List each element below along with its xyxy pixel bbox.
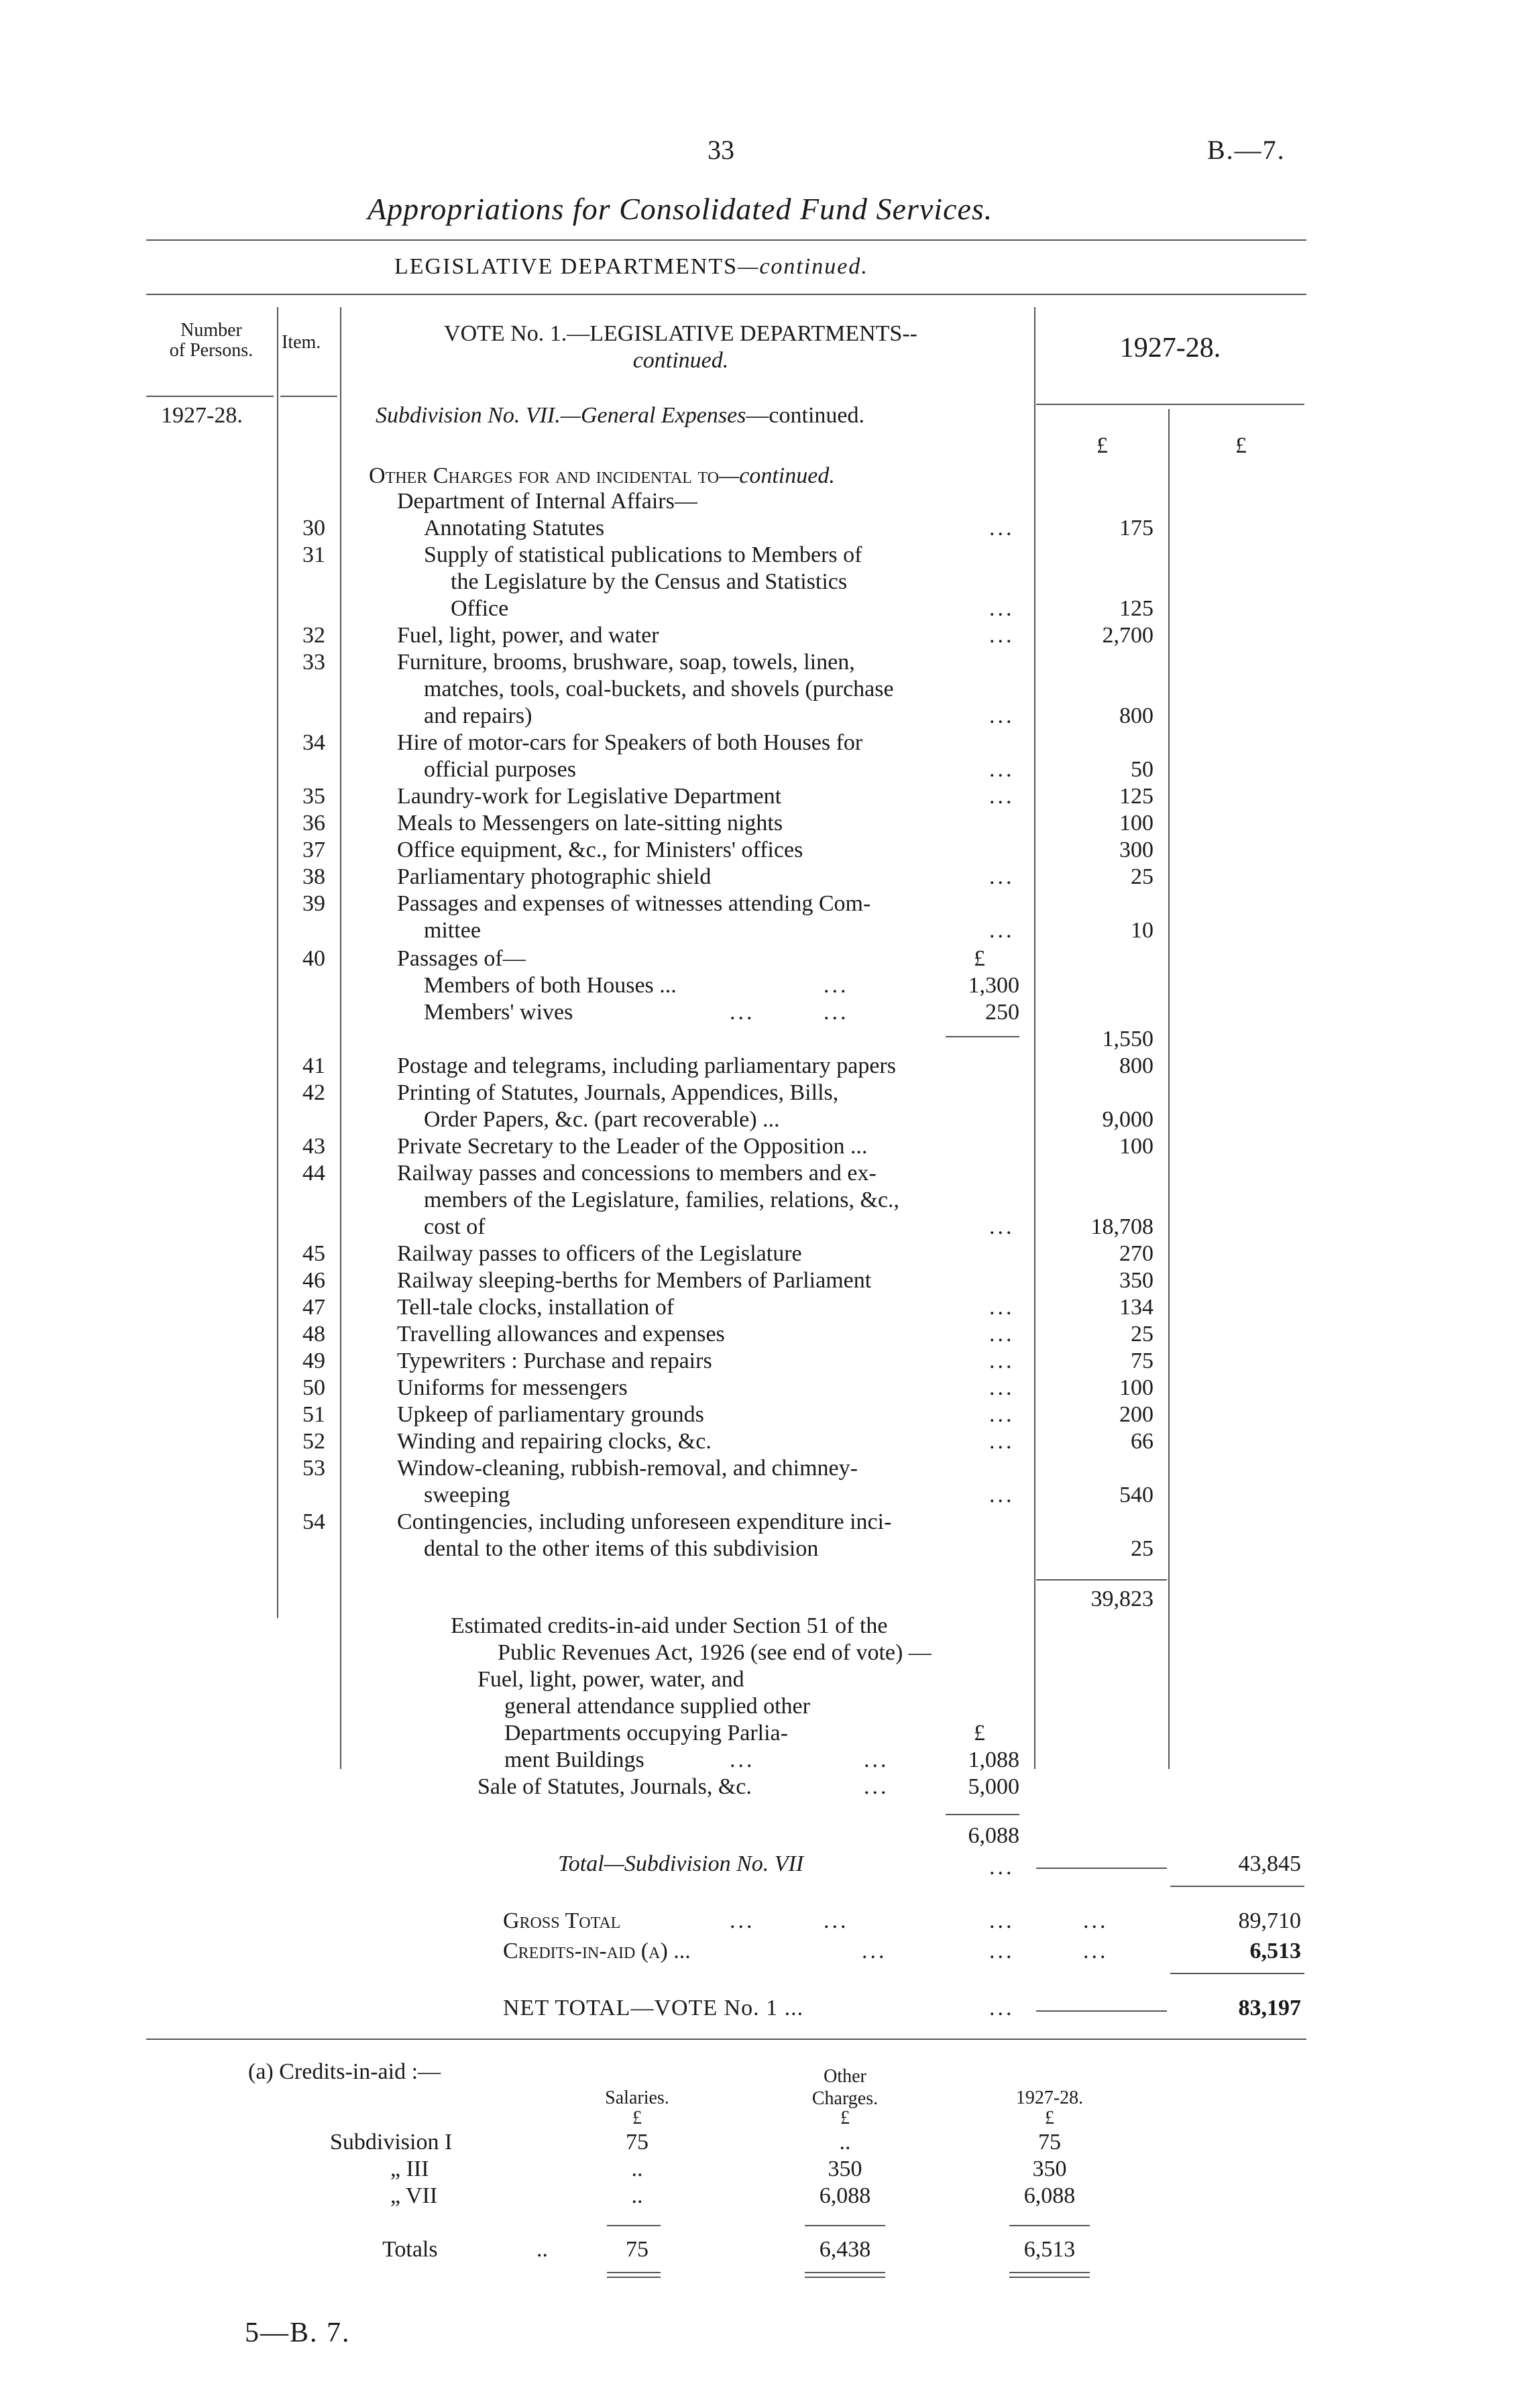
item-amount: 2,700 <box>1102 623 1153 648</box>
item-number: 41 <box>302 1053 325 1078</box>
section-title: LEGISLATIVE DEPARTMENTS <box>394 254 738 279</box>
item-number: 38 <box>302 864 325 889</box>
item-number: 36 <box>302 811 325 836</box>
item-description-line: official purposes <box>424 757 576 782</box>
item-leader-dots: ... <box>989 596 1015 621</box>
credits-total: 6,088 <box>968 1823 1019 1848</box>
item-amount: 125 <box>1119 784 1153 809</box>
page-title: Appropriations for Consolidated Fund Services. <box>368 192 993 226</box>
footnote-dbl-salaries-1 <box>607 2272 661 2273</box>
item-amount: 25 <box>1131 1536 1153 1561</box>
item-description-line: Office equipment, &c., for Ministers' offices <box>397 838 803 862</box>
footnote-row-year: 75 <box>1038 2130 1061 2155</box>
footnote-pound-salaries: £ <box>632 2108 642 2128</box>
passages-members-dots: ... <box>824 973 849 998</box>
document-ref: B.—7. <box>1207 135 1286 165</box>
item-description-line: Private Secretary to the Leader of the Opposition ... <box>397 1134 868 1159</box>
credits-sale-dots: ... <box>864 1774 889 1799</box>
vrule-number <box>277 307 278 1618</box>
gross-total-value: 89,710 <box>1238 1908 1301 1933</box>
item-leader-dots: ... <box>989 864 1015 889</box>
footnote-row-label: „ VII <box>390 2183 438 2208</box>
footnote-totals-salaries: 75 <box>626 2237 649 2262</box>
item-description-line: Passages and expenses of witnesses attending Com- <box>397 891 871 916</box>
item-description-line: Meals to Messengers on late-sitting nights <box>397 811 783 836</box>
item-leader-dots: ... <box>989 1349 1015 1373</box>
item-leader-dots: ... <box>989 784 1015 809</box>
item-leader-dots: ... <box>989 1375 1015 1400</box>
vote-title-continued: continued. <box>632 348 729 373</box>
item-description-line: Hire of motor-cars for Speakers of both Houses for <box>397 730 863 755</box>
footnote-row-year: 350 <box>1032 2157 1067 2181</box>
section-suffix: —continued. <box>738 254 868 279</box>
item-number: 44 <box>302 1161 325 1186</box>
item-description-line: the Legislature by the Census and Statistics <box>451 569 848 594</box>
subdivision-label: Subdivision No. VII.—General Expenses <box>376 403 746 428</box>
item-description-line: matches, tools, coal-buckets, and shovels (purchase <box>424 677 894 701</box>
page-number: 33 <box>708 135 734 165</box>
footnote-totals-label: Totals <box>382 2237 438 2262</box>
footnote-dbl-year-1 <box>1009 2272 1090 2273</box>
item-amount: 18,708 <box>1090 1214 1153 1239</box>
item-amount: 25 <box>1131 1322 1153 1346</box>
item-description-line: members of the Legislature, families, relations, &c., <box>424 1188 900 1212</box>
col-number-header <box>148 321 275 361</box>
credits-rule <box>946 1814 1019 1815</box>
item-leader-dots: ... <box>989 1214 1015 1239</box>
item-description-line: mittee <box>424 918 481 943</box>
item-number: 35 <box>302 784 325 809</box>
title-rule <box>146 239 1306 241</box>
item-description-line: Railway sleeping-berths for Members of Parliament <box>397 1268 872 1293</box>
footnote-rule-salaries <box>607 2225 661 2226</box>
item-number: 37 <box>302 838 325 862</box>
item-description-line: Office <box>451 596 509 621</box>
item-description-line: Laundry-work for Legislative Department <box>397 784 782 809</box>
passages-wives-label: Members' wives <box>424 1000 573 1025</box>
net-total-label: NET TOTAL—VOTE No. 1 ... <box>503 1996 804 2020</box>
subdivision-suffix: —continued. <box>746 403 864 428</box>
credits-fuel-dots-2: ... <box>864 1747 889 1772</box>
footnote-rule-other <box>805 2225 885 2226</box>
item-number: 49 <box>302 1349 325 1373</box>
footnote-row-other: .. <box>839 2130 851 2155</box>
credits-line-2: Public Revenues Act, 1926 (see end of vote) — <box>498 1640 932 1665</box>
section-rule <box>146 294 1306 295</box>
net-total-dots: ... <box>989 1996 1015 2020</box>
footnote-col-salaries: Salaries. <box>605 2087 669 2108</box>
item-number: 46 <box>302 1268 325 1293</box>
item-leader-dots: ... <box>989 1295 1015 1320</box>
item-leader-dots: ... <box>989 918 1015 943</box>
item-amount: 300 <box>1119 838 1153 862</box>
gross-total-dots-3: ... <box>989 1908 1015 1933</box>
item-number: 39 <box>302 891 325 916</box>
item-amount: 10 <box>1131 918 1153 943</box>
net-total-value: 83,197 <box>1238 1996 1301 2020</box>
credits-in-aid-dots: ... <box>862 1939 887 1963</box>
passages-total: 1,550 <box>1102 1027 1153 1051</box>
subdivision-total-value: 43,845 <box>1238 1851 1301 1876</box>
item-number: 52 <box>302 1429 325 1454</box>
subdivision-total-rule-b <box>1170 1886 1304 1887</box>
header-rule-year <box>1036 404 1304 405</box>
pound-col-b: £ <box>1235 433 1247 458</box>
footnote-row-salaries: 75 <box>626 2130 649 2155</box>
subdivision-total-rule-a <box>1036 1868 1167 1869</box>
item-amount: 66 <box>1131 1429 1153 1454</box>
footnote-col-other-1: Other <box>824 2066 866 2087</box>
item-number: 50 <box>302 1375 325 1400</box>
page-signature: 5—B. 7. <box>245 2317 351 2348</box>
credits-fuel-amount: 1,088 <box>968 1747 1019 1772</box>
item-amount: 350 <box>1119 1268 1153 1293</box>
table-bottom-rule <box>146 2039 1306 2040</box>
item-leader-dots: ... <box>989 623 1015 648</box>
item-number: 34 <box>302 730 325 755</box>
item-number: 51 <box>302 1402 325 1427</box>
passages-wives-dots: ... <box>730 1000 755 1025</box>
subtotal-rule <box>1036 1579 1167 1581</box>
item-number: 31 <box>302 542 325 567</box>
year-header: 1927-28. <box>1119 333 1221 363</box>
item-amount: 9,000 <box>1102 1107 1153 1132</box>
item-description-line: Annotating Statutes <box>424 516 605 540</box>
credits-pound: £ <box>974 1721 985 1745</box>
item-description-line: Order Papers, &c. (part recoverable) ... <box>424 1107 780 1132</box>
item-description-line: Uniforms for messengers <box>397 1375 628 1400</box>
vrule-item <box>340 307 341 1769</box>
item-number: 32 <box>302 623 325 648</box>
footnote-row-label: Subdivision I <box>330 2130 453 2155</box>
item-amount: 50 <box>1131 757 1153 782</box>
section-heading <box>394 253 868 280</box>
item-number: 40 <box>302 946 325 971</box>
item-amount: 25 <box>1131 864 1153 889</box>
subdivision-total-dots: ... <box>989 1855 1015 1880</box>
footnote-dbl-year-2 <box>1009 2277 1090 2278</box>
credits-sale-label: Sale of Statutes, Journals, &c. <box>477 1774 752 1799</box>
item-description-line: Window-cleaning, rubbish-removal, and chimney- <box>397 1456 858 1481</box>
item-description-line: Travelling allowances and expenses <box>397 1322 725 1346</box>
passages-pound: £ <box>974 946 985 971</box>
gross-total-dots-4: ... <box>1083 1908 1109 1933</box>
item-leader-dots: ... <box>989 757 1015 782</box>
passages-wives-amount: 250 <box>985 1000 1019 1025</box>
credits-in-aid-rule <box>1170 1973 1304 1974</box>
item-amount: 125 <box>1119 596 1153 621</box>
vote-title <box>349 321 1013 374</box>
gross-total-dots: ... <box>730 1908 755 1933</box>
item-description-line: Furniture, brooms, brushware, soap, towels, linen, <box>397 650 855 675</box>
footnote-row-salaries: .. <box>631 2157 643 2181</box>
item-description-line: Railway passes and concessions to members and ex- <box>397 1161 877 1186</box>
footnote-label: (a) Credits-in-aid :— <box>248 2059 441 2084</box>
item-leader-dots: ... <box>989 1402 1015 1427</box>
item-description-line: Passages of— <box>397 946 526 971</box>
footnote-pound-other: £ <box>840 2108 850 2128</box>
subdivision-heading <box>376 402 864 429</box>
subtotal-value: 39,823 <box>1090 1587 1153 1611</box>
item-description-line: dental to the other items of this subdivision <box>424 1536 819 1561</box>
vote-title-main: VOTE No. 1.—LEGISLATIVE DEPARTMENTS-- <box>444 321 917 346</box>
passages-members-amount: 1,300 <box>968 973 1019 998</box>
item-amount: 100 <box>1119 811 1153 836</box>
header-rule-number <box>146 396 274 397</box>
item-number: 33 <box>302 650 325 675</box>
item-amount: 100 <box>1119 1375 1153 1400</box>
credits-in-aid-value: 6,513 <box>1249 1939 1301 1963</box>
footnote-col-year: 1927-28. <box>1015 2087 1084 2108</box>
gross-total-label: Gross Total <box>503 1908 621 1933</box>
vrule-desc <box>1034 307 1035 1769</box>
item-description-line: Typewriters : Purchase and repairs <box>397 1349 712 1373</box>
item-amount: 175 <box>1119 516 1153 540</box>
item-amount: 75 <box>1131 1349 1153 1373</box>
item-amount: 540 <box>1119 1483 1153 1507</box>
passages-rule <box>946 1036 1019 1037</box>
item-leader-dots: ... <box>989 1483 1015 1507</box>
footnote-row-label: „ III <box>390 2157 429 2181</box>
item-number: 45 <box>302 1241 325 1266</box>
item-description-line: Upkeep of parliamentary grounds <box>397 1402 704 1427</box>
footnote-row-other: 6,088 <box>819 2183 871 2208</box>
item-leader-dots: ... <box>989 703 1015 728</box>
credits-line-3: Fuel, light, power, water, and <box>477 1667 744 1692</box>
item-amount: 800 <box>1119 703 1153 728</box>
item-description-line: Winding and repairing clocks, &c. <box>397 1429 712 1454</box>
item-number: 53 <box>302 1456 325 1481</box>
footnote-totals-dots: .. <box>537 2237 548 2262</box>
pound-col-a: £ <box>1096 433 1108 458</box>
item-description-line: Tell-tale clocks, installation of <box>397 1295 675 1320</box>
item-leader-dots: ... <box>989 1322 1015 1346</box>
footnote-row-salaries: .. <box>631 2183 643 2208</box>
item-number: 48 <box>302 1322 325 1346</box>
item-description-line: cost of <box>424 1214 486 1239</box>
credits-sale-amount: 5,000 <box>968 1774 1019 1799</box>
item-description-line: sweeping <box>424 1483 510 1507</box>
item-amount: 200 <box>1119 1402 1153 1427</box>
item-leader-dots: ... <box>989 1429 1015 1454</box>
item-leader-dots: ... <box>989 516 1015 540</box>
credits-line-6: ment Buildings <box>504 1747 644 1772</box>
passages-members-label: Members of both Houses ... <box>424 973 677 998</box>
vrule-amount <box>1168 409 1170 1769</box>
footnote-rule-year <box>1009 2225 1090 2226</box>
footnote-col-other-2: Charges. <box>811 2088 879 2109</box>
credits-in-aid-dots-2: ... <box>989 1939 1015 1963</box>
item-description-line: Fuel, light, power, and water <box>397 623 659 648</box>
item-amount: 270 <box>1119 1241 1153 1266</box>
footnote-pound-year: £ <box>1045 2108 1054 2128</box>
col-item-header: Item. <box>282 332 321 353</box>
item-number: 30 <box>302 516 325 540</box>
footnote-dbl-other-1 <box>805 2272 885 2273</box>
other-charges-label: Other Charges for and incidental to <box>369 463 720 488</box>
item-description-line: Printing of Statutes, Journals, Appendices, Bills, <box>397 1080 839 1105</box>
net-total-rule-a <box>1036 2010 1167 2012</box>
credits-line-4: general attendance supplied other <box>504 1694 810 1719</box>
header-rule-item <box>280 396 337 397</box>
subdivision-total-label: Total—Subdivision No. VII <box>558 1851 804 1876</box>
footnote-totals-other: 6,438 <box>819 2237 871 2262</box>
col-number-label: Number <box>180 320 242 341</box>
item-description-line: Parliamentary photographic shield <box>397 864 712 889</box>
item-number: 42 <box>302 1080 325 1105</box>
credits-line-1: Estimated credits-in-aid under Section 51 of the <box>451 1613 888 1638</box>
item-number: 54 <box>302 1509 325 1534</box>
other-charges-heading <box>369 463 835 490</box>
item-description-line: Supply of statistical publications to Members of <box>424 542 862 567</box>
item-description-line: Postage and telegrams, including parliamentary papers <box>397 1053 896 1078</box>
footnote-totals-year: 6,513 <box>1023 2237 1076 2262</box>
credits-fuel-dots: ... <box>730 1747 755 1772</box>
gross-total-dots-2: ... <box>824 1908 849 1933</box>
credits-line-5: Departments occupying Parlia- <box>504 1721 788 1745</box>
credits-in-aid-dots-3: ... <box>1083 1939 1109 1963</box>
item-description-line: Railway passes to officers of the Legislature <box>397 1241 802 1266</box>
footnote-dbl-other-2 <box>805 2277 885 2278</box>
item-amount: 134 <box>1119 1295 1153 1320</box>
item-number: 47 <box>302 1295 325 1320</box>
year-left: 1927-28. <box>161 403 243 428</box>
footnote-row-year: 6,088 <box>1023 2183 1076 2208</box>
credits-in-aid-label: Credits-in-aid (a) ... <box>503 1939 691 1963</box>
item-description-line: Contingencies, including unforeseen expenditure inci- <box>397 1509 892 1534</box>
col-persons-label: of Persons. <box>169 340 253 361</box>
item-description-line: and repairs) <box>424 703 532 728</box>
footnote-dbl-salaries-2 <box>607 2277 661 2278</box>
item-number: 43 <box>302 1134 325 1159</box>
footnote-col-other <box>791 2065 899 2110</box>
item-amount: 800 <box>1119 1053 1153 1078</box>
footnote-row-other: 350 <box>828 2157 862 2181</box>
passages-wives-dots-2: ... <box>824 1000 849 1025</box>
item-amount: 100 <box>1119 1134 1153 1159</box>
dept-internal-affairs: Department of Internal Affairs— <box>397 489 697 514</box>
other-charges-suffix: —continued. <box>719 463 835 488</box>
